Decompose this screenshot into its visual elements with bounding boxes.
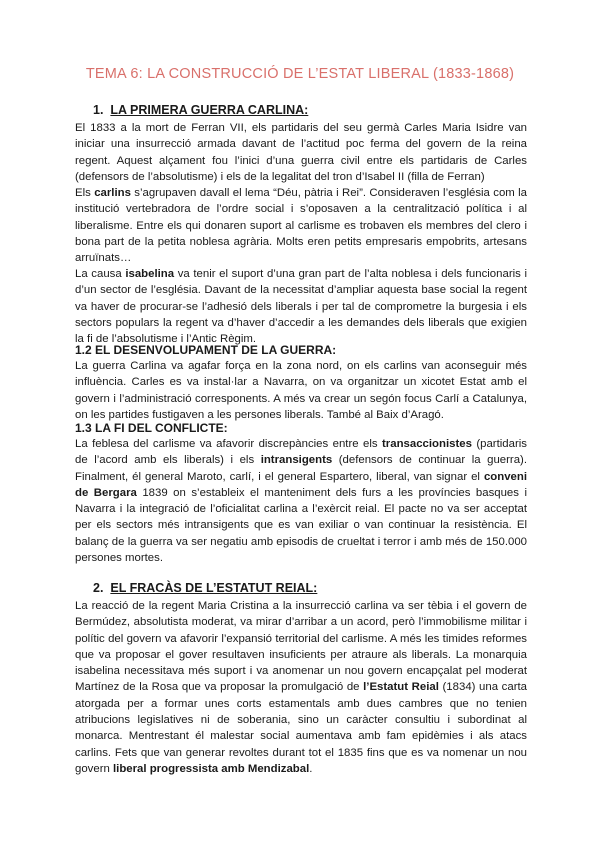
section-1-title: LA PRIMERA GUERRA CARLINA: bbox=[110, 103, 309, 117]
term-intransigents: intransigents bbox=[260, 454, 333, 467]
term-carlins: carlins bbox=[94, 187, 131, 199]
section-1-number: 1. bbox=[93, 103, 104, 117]
term-transaccionistes: transaccionistes bbox=[382, 438, 472, 450]
section-1-heading bbox=[93, 103, 308, 117]
subsection-1-2-heading: 1.2 EL DESENVOLUPAMENT DE LA GUERRA: bbox=[75, 343, 337, 357]
section-2-number: 2. bbox=[93, 581, 104, 595]
section-2-paragraph-1: La reacció de la regent Maria Cristina a la insurrecció carlina va ser tèbia i el govern de Bermúdez, absolutista moderat, va mirar d’arribar a un acord, però l’immobilisme militar i polític del govern va afavorir l’expansió territorial del carlisme. A més les timides reformes que va proposar el gover resultaven insuficients per atraure als liberals. La monarquia isabelina necessitava més suport i va anomenar un nou govern encapçalat pel moderat Martínez de la Rosa que va proposar la promulgació de l’Estatut Reial (1834) una carta atorgada per a formar unes corts estamentals amb dues cambres que no tenien atribucions legislatives ni de soberania, sino un caràcter consultiu i subordinat al monarca. Mentrestant él malestar social aumentava amb fam epidèmies i als atacs carlins. Fets que van generar revoltes durant tot el 1835 fins que es va nomenar un nou govern liberal progressista amb Mendizabal. bbox=[75, 600, 527, 775]
section-1-paragraph-2: Els carlins s’agrupaven davall el lema “Déu, pàtria i Rei”. Consideraven l’església com la institució vertebradora de l’ordre social i s’oposaven a la centralització política i al liberalisme. Entre els qui donaren suport al carlisme es trobaven els membres del clero i bona part de la petita noblesa agrària. Molts eren petits empresaris empobrits, artesans arruïnats… bbox=[75, 187, 527, 265]
term-conveni-de-bergara: conveni de Bergara bbox=[75, 470, 527, 499]
document-title: TEMA 6: LA CONSTRUCCIÓ DE L’ESTAT LIBERAL (1833-1868) bbox=[85, 66, 515, 82]
subsection-1-3-heading: 1.3 LA FI DEL CONFLICTE: bbox=[75, 421, 228, 435]
term-estatut-reial: l’Estatut Reial bbox=[363, 681, 439, 694]
section-1-paragraph-3: La causa isabelina va tenir el suport d’una gran part de l’alta noblesa i dels funcionaris i d’un sector de l’església. Davant de la necessitat d’ampliar aquesta base social la regent va haver de procurar-se l’adhesió dels liberals i per tal de comprometre la burgesia i els sectors populars la regent va d’haver d’accedir a les demandes dels liberals que exigien la fi de l’absolutisme i l’Antic Règim. bbox=[75, 268, 527, 346]
section-1-paragraph-4: La guerra Carlina va agafar força en la zona nord, on els carlins van aconseguir més influència. Carles es va instal·lar a Navarra, on va organitzar un xicotet Estat amb el govern i l’administració corresponents. A més va crear un segón focus Carlí a Catalunya, on les partides fustigaven a les persones liberals. També al Baix d’Aragó. bbox=[75, 360, 527, 421]
section-2-title: EL FRACÀS DE L’ESTATUT REIAL: bbox=[110, 581, 318, 595]
section-1-paragraph-5: La feblesa del carlisme va afavorir discrepàncies entre els transaccionistes (partidaris de l’acord amb els liberals) i els intransigents (defensors de continuar la guerra). Finalment, él general Maroto, carlí, i el general Espartero, liberal, van signar el conveni de Bergara 1839 on s’estableix el manteniment dels furs a les províncies basques i Navarra i la integració de l’oficialitat carlina a l’exèrcit reial. El pacte no va ser acceptat per els sectors més intransigents que es van exiliar o van continuar la resistència. El balanç de la guerra va ser negatiu amb episodis de crueltat i terror i amb més de 150.000 persones mortes. bbox=[75, 438, 527, 565]
section-2-heading bbox=[93, 581, 317, 595]
section-1-paragraph-1: El 1833 a la mort de Ferran VII, els partidaris del seu germà Carles Maria Isidre van iniciar una insurrecció armada davant de l’actitud poc ferma del govern de la reina regent. Aquest alçament fou l’inici d’una guerra civil entre els partidaris de Carles (defensors de l’absolutisme) i els de la legalitat del tron d’Isabel II (filla de Ferran) bbox=[75, 122, 527, 183]
term-isabelina: isabelina bbox=[125, 268, 175, 280]
term-liberal-progressista: liberal progressista amb Mendizabal bbox=[113, 762, 310, 775]
